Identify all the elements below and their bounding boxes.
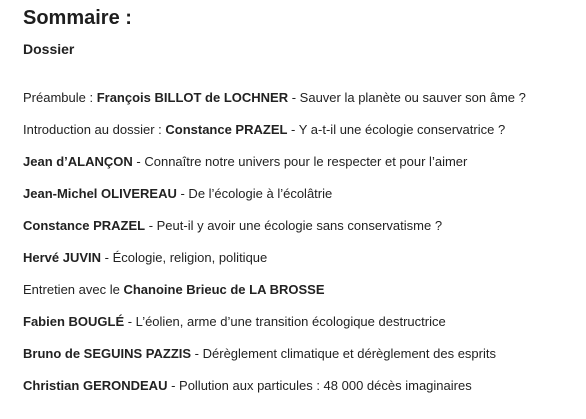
entry-author: Christian GERONDEAU bbox=[23, 378, 168, 393]
section-label: Dossier bbox=[23, 41, 75, 57]
entry-title: - Pollution aux particules : 48 000 décès imaginaires bbox=[167, 378, 472, 393]
contents-entry bbox=[23, 376, 526, 408]
entry-author: Constance PRAZEL bbox=[165, 122, 288, 137]
contents-entry bbox=[23, 280, 526, 312]
entry-title: - L’éolien, arme d’une transition écologique destructrice bbox=[124, 314, 446, 329]
entry-title: - Écologie, religion, politique bbox=[101, 250, 268, 265]
contents-entry bbox=[23, 216, 526, 248]
entry-author: Chanoine Brieuc de LA BROSSE bbox=[123, 282, 325, 297]
contents-entry bbox=[23, 152, 526, 184]
entry-author: Constance PRAZEL bbox=[23, 218, 146, 233]
contents-entry bbox=[23, 120, 526, 152]
entry-prefix: Introduction au dossier : bbox=[23, 122, 166, 137]
contents-entry bbox=[23, 312, 526, 344]
summary-title: Sommaire : bbox=[23, 7, 132, 29]
entry-title: - Y a-t-il une écologie conservatrice ? bbox=[287, 122, 506, 137]
entry-author: François BILLOT de LOCHNER bbox=[96, 90, 289, 105]
entry-title: - Connaître notre univers pour le respecter et pour l’aimer bbox=[132, 154, 468, 169]
entry-title: - De l’écologie à l’écolâtrie bbox=[176, 186, 333, 201]
entry-prefix: Préambule : bbox=[23, 90, 97, 105]
entry-title: - Dérèglement climatique et dérèglement des esprits bbox=[191, 346, 496, 361]
entry-title: - Peut-il y avoir une écologie sans conservatisme ? bbox=[145, 218, 443, 233]
entry-author: Bruno de SEGUINS PAZZIS bbox=[23, 346, 192, 361]
entry-title: - Sauver la planète ou sauver son âme ? bbox=[288, 90, 526, 105]
entry-author: Fabien BOUGLÉ bbox=[23, 314, 125, 329]
contents-entry bbox=[23, 184, 526, 216]
contents-entry bbox=[23, 88, 526, 120]
contents-entry bbox=[23, 248, 526, 280]
entry-author: Jean d’ALANÇON bbox=[23, 154, 133, 169]
entry-author: Jean-Michel OLIVEREAU bbox=[23, 186, 177, 201]
contents-entry bbox=[23, 344, 526, 376]
entry-prefix: Entretien avec le bbox=[23, 282, 124, 297]
entry-author: Hervé JUVIN bbox=[23, 250, 102, 265]
contents-list bbox=[23, 88, 526, 408]
